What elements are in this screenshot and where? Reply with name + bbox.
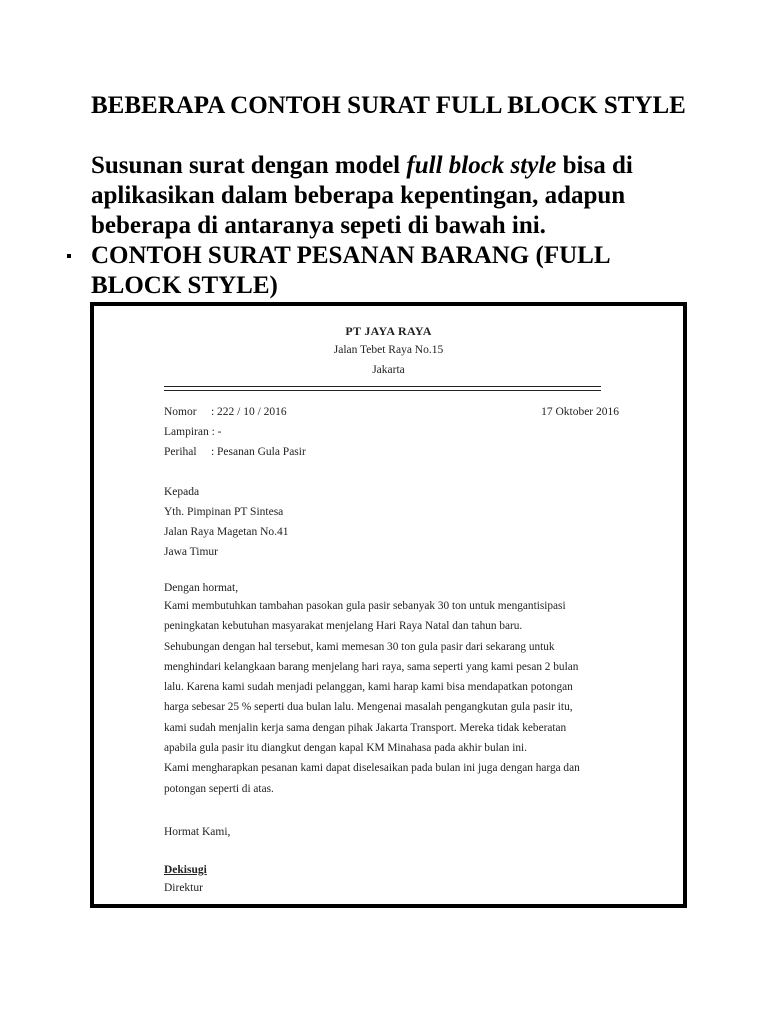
- letter-subject: Perihal : Pesanan Gula Pasir: [164, 446, 306, 458]
- bullet-icon: [67, 254, 71, 258]
- signer-title: Direktur: [164, 882, 203, 894]
- body-line: Sehubungan dengan hal tersebut, kami memesan 30 ton gula pasir dari sekarang untuk: [164, 640, 555, 653]
- body-line: Kami mengharapkan pesanan kami dapat diselesaikan pada bulan ini juga dengan harga dan: [164, 762, 580, 775]
- bullet-item-title: CONTOH SURAT PESANAN BARANG (FULL BLOCK STYLE): [91, 242, 610, 299]
- letter-date: 17 Oktober 2016: [541, 406, 619, 418]
- letterhead-divider-second: [164, 390, 601, 391]
- signer-name: Dekisugi: [164, 864, 207, 876]
- body-line: Kami membutuhkan tambahan pasokan gula pasir sebanyak 30 ton untuk mengantisipasi: [164, 600, 566, 612]
- intro-text-after: bisa di aplikasikan dalam beberapa kepentingan, adapun beberapa di antaranya sepeti di bawah ini.: [91, 152, 633, 239]
- intro-emphasis: full block style: [406, 152, 557, 179]
- letterhead-city: Jakarta: [372, 364, 405, 376]
- intro-text-before: Susunan surat dengan model: [91, 152, 407, 179]
- section-heading: BEBERAPA CONTOH SURAT FULL BLOCK STYLE: [91, 92, 686, 119]
- body-line: peningkatan kebutuhan masyarakat menjelang Hari Raya Natal dan tahun baru.: [164, 620, 523, 633]
- body-line: kami sudah menjalin kerja sama dengan pihak Jakarta Transport. Mereka tidak keberatan: [164, 721, 567, 734]
- letterhead-company: PT JAYA RAYA: [345, 324, 432, 338]
- body-line: harga sebesar 25 % seperti dua bulan lalu. Mengenai masalah pengangkutan gula pasir itu,: [164, 701, 573, 714]
- body-line: menghindari kelangkaan barang menjelang hari raya, sama seperti yang kami pesan 2 bulan: [164, 660, 579, 673]
- body-line: lalu. Karena kami sudah menjadi pelanggan, kami harap kami bisa mendapatkan potongan: [164, 681, 573, 694]
- letterhead-divider: [164, 386, 601, 387]
- recipient-name: Yth. Pimpinan PT Sintesa: [164, 506, 284, 518]
- letter-greeting: Dengan hormat,: [164, 582, 239, 594]
- recipient-region: Jawa Timur: [164, 546, 218, 558]
- body-line: potongan seperti di atas.: [164, 782, 274, 795]
- recipient-label: Kepada: [164, 486, 200, 498]
- letter-attachment: Lampiran : -: [164, 426, 222, 438]
- body-line: apabila gula pasir itu diangkut dengan kapal KM Minahasa pada akhir bulan ini.: [164, 742, 527, 755]
- letter-closing: Hormat Kami,: [164, 826, 231, 838]
- letter-body: [164, 596, 622, 799]
- intro-paragraph: [91, 151, 691, 241]
- letterhead-address: Jalan Tebet Raya No.15: [333, 344, 444, 356]
- letter-number: Nomor : 222 / 10 / 2016: [164, 406, 287, 418]
- recipient-address: Jalan Raya Magetan No.41: [164, 526, 289, 538]
- letter-image: [90, 302, 687, 908]
